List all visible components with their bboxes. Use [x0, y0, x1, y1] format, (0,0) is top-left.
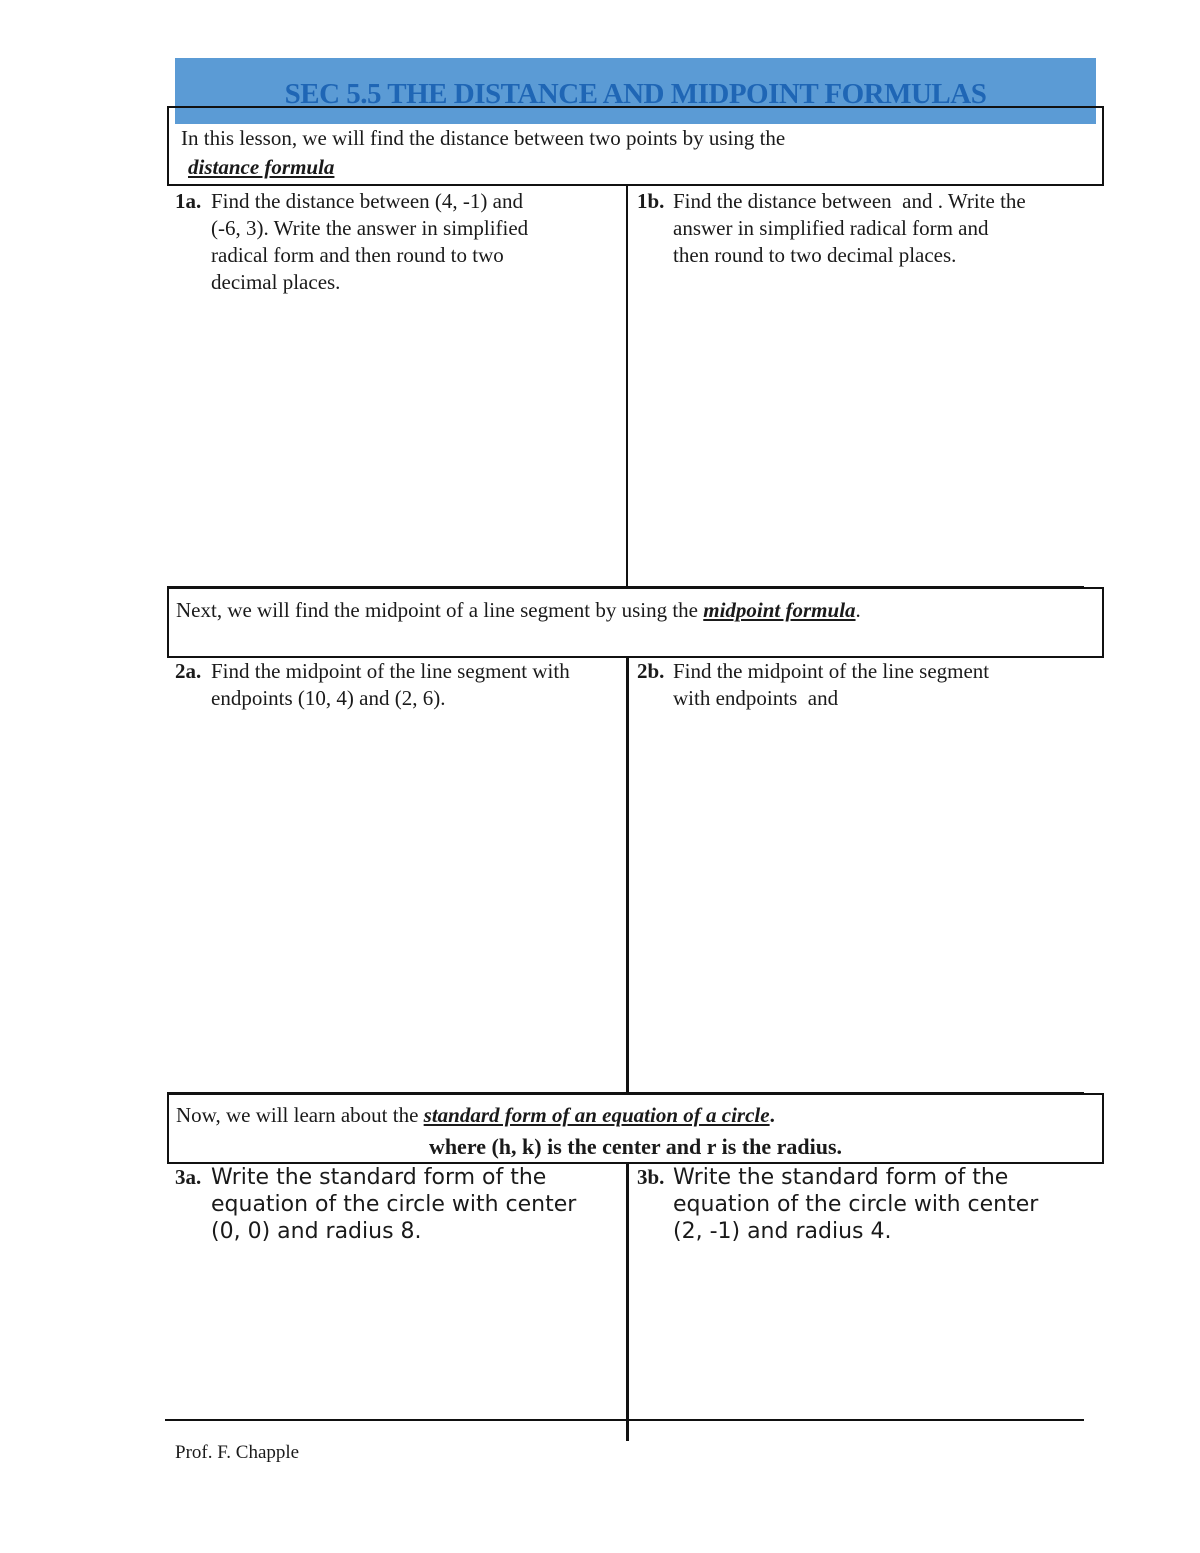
- section1-intro: In this lesson, we will find the distance between two points by using the: [181, 126, 786, 150]
- q1b-line: then round to two decimal places.: [673, 243, 957, 267]
- section3-term: standard form of an equation of a circle: [423, 1103, 770, 1127]
- q3a-line: Write the standard form of the: [211, 1165, 547, 1190]
- q3b-line: (2, -1) and radius 4.: [673, 1219, 892, 1244]
- q3a-line: (0, 0) and radius 8.: [211, 1219, 422, 1244]
- section1-term: distance formula: [188, 155, 335, 179]
- section2-term: midpoint formula: [703, 598, 856, 622]
- divider-2: [626, 658, 629, 1093]
- footer-author: Prof. F. Chapple: [175, 1442, 300, 1463]
- q3b-line: equation of the circle with center: [673, 1192, 1039, 1217]
- q1a-line: (-6, 3). Write the answer in simplified: [211, 216, 529, 240]
- question-1a: 1a. Find the distance between (4, -1) and (-6, 3). Write the answer in simplified radical form and then round to two decimal places.: [175, 189, 529, 294]
- divider-3: [626, 1164, 629, 1441]
- section3-intro: Now, we will learn about the standard form of an equation of a circle.: [176, 1103, 775, 1127]
- q2b-line: with endpoints and: [673, 686, 839, 710]
- q1a-line: radical form and then round to two: [211, 243, 504, 267]
- question-3b: 3b. Write the standard form of the equation of the circle with center (2, -1) and radius 4.: [637, 1165, 1039, 1244]
- bottom-rule: [165, 1419, 1084, 1421]
- question-3a: 3a. Write the standard form of the equation of the circle with center (0, 0) and radius 8.: [175, 1165, 577, 1244]
- q1b-line: answer in simplified radical form and: [673, 216, 989, 240]
- divider-1: [626, 186, 628, 588]
- section3-line2: where (h, k) is the center and r is the radius.: [428, 1134, 843, 1159]
- question-2b: 2b. Find the midpoint of the line segment with endpoints and: [637, 659, 990, 710]
- question-1b: 1b. Find the distance between and . Write the answer in simplified radical form and then round to two decimal places.: [637, 189, 1026, 267]
- q2a-line: Find the midpoint of the line segment with: [211, 659, 570, 683]
- page-title: SEC 5.5 THE DISTANCE AND MIDPOINT FORMULAS: [284, 78, 987, 110]
- q3a-line: equation of the circle with center: [211, 1192, 577, 1217]
- q1b-line: Find the distance between and . Write the: [673, 189, 1026, 213]
- q2b-line: Find the midpoint of the line segment: [673, 659, 990, 683]
- section2-intro: Next, we will find the midpoint of a line segment by using the midpoint formula.: [176, 598, 861, 622]
- q1a-line: Find the distance between (4, -1) and: [211, 189, 523, 213]
- q3b-line: Write the standard form of the: [673, 1165, 1009, 1190]
- q2a-line: endpoints (10, 4) and (2, 6).: [211, 686, 446, 710]
- question-2a: 2a. Find the midpoint of the line segment with endpoints (10, 4) and (2, 6).: [175, 659, 570, 710]
- q1a-line: decimal places.: [211, 270, 341, 294]
